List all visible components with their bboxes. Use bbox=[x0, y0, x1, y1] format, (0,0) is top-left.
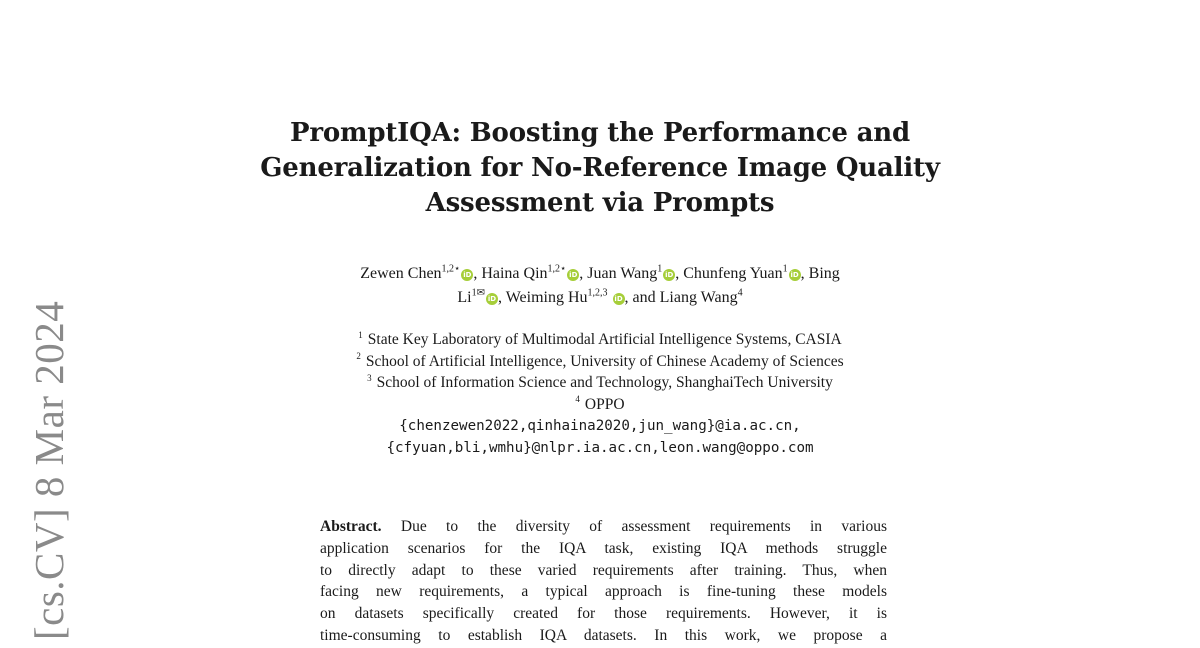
author-affil-sup: 4 bbox=[737, 287, 743, 299]
title-line: Assessment via Prompts bbox=[425, 188, 775, 218]
affiliation bbox=[260, 372, 940, 394]
author-affil-sup: 1,2⋆ bbox=[441, 263, 461, 275]
orcid-icon[interactable]: iD bbox=[569, 271, 578, 279]
author-list bbox=[260, 262, 940, 310]
author-name: Chunfeng Yuan bbox=[683, 265, 783, 282]
author-name: Weiming Hu bbox=[505, 289, 588, 306]
abstract-line: application scenarios for the IQA task, existing IQA methods struggle bbox=[320, 539, 887, 557]
affiliation-list bbox=[260, 329, 940, 415]
email-list bbox=[260, 415, 940, 459]
email-line[interactable]: {cfyuan,bli,wmhu}@nlpr.ia.ac.cn,leon.wang@oppo.com bbox=[386, 440, 814, 456]
affiliation-number: 1 bbox=[358, 329, 363, 340]
abstract-line: to directly adapt to these varied requirements after training. Thus, when bbox=[320, 561, 887, 579]
affiliation-number: 3 bbox=[367, 372, 372, 383]
author-separator: , bbox=[675, 265, 684, 282]
affiliation bbox=[260, 394, 940, 416]
author-affil-sup: 1,2⋆ bbox=[547, 263, 567, 275]
arxiv-side-stamp: [cs.CV] 8 Mar 2024 bbox=[26, 300, 72, 640]
author-separator: , bbox=[579, 265, 588, 282]
affiliation-text: School of Artificial Intelligence, University of Chinese Academy of Sciences bbox=[365, 352, 844, 370]
author-separator: , bbox=[498, 289, 506, 306]
title-line: Generalization for No-Reference Image Quality bbox=[260, 153, 940, 183]
author-name: Juan Wang bbox=[587, 265, 658, 282]
author-separator: , bbox=[473, 265, 482, 282]
author-name-first: Bing bbox=[808, 265, 840, 282]
affiliation bbox=[260, 329, 940, 351]
abstract-line bbox=[320, 516, 887, 538]
author-name-last: Li bbox=[457, 289, 472, 306]
affiliation-number: 2 bbox=[356, 351, 361, 362]
author-name: Liang Wang bbox=[659, 289, 738, 306]
author-name: Zewen Chen bbox=[360, 265, 442, 282]
orcid-icon[interactable]: iD bbox=[790, 271, 799, 279]
author-affil-sup: 1✉ bbox=[471, 287, 485, 299]
affiliation-text: OPPO bbox=[584, 395, 625, 413]
author-affil-sup: 1 bbox=[657, 263, 663, 275]
author-name: Haina Qin bbox=[481, 265, 548, 282]
abstract-line: time-consuming to establish IQA datasets. In this work, we propose a bbox=[320, 626, 887, 644]
abstract-line: on datasets specifically created for those requirements. However, it is bbox=[320, 605, 887, 623]
title-line: PromptIQA: Boosting the Performance and bbox=[290, 118, 910, 148]
abstract-label: Abstract. bbox=[320, 518, 382, 535]
affiliation-number: 4 bbox=[575, 394, 580, 405]
author-row bbox=[260, 286, 940, 310]
abstract-line: facing new requirements, a typical approach is fine-tuning these models bbox=[320, 583, 887, 601]
orcid-icon[interactable]: iD bbox=[463, 271, 472, 279]
email-line[interactable]: {chenzewen2022,qinhaina2020,jun_wang}@ia.ac.cn, bbox=[399, 418, 801, 434]
author-separator: , and bbox=[624, 289, 660, 306]
orcid-icon[interactable]: iD bbox=[665, 271, 674, 279]
author-affil-sup: 1 bbox=[782, 263, 788, 275]
affiliation bbox=[260, 351, 940, 373]
affiliation-text: School of Information Science and Technology, ShanghaiTech University bbox=[376, 374, 833, 391]
abstract-text: Due to the diversity of assessment requirements in various bbox=[400, 518, 888, 535]
author-affil-sup: 1,2,3 bbox=[587, 287, 608, 299]
abstract bbox=[320, 516, 887, 647]
orcid-icon[interactable]: iD bbox=[614, 295, 623, 303]
affiliation-text: State Key Laboratory of Multimodal Artificial Intelligence Systems, CASIA bbox=[367, 331, 842, 348]
author-separator: , bbox=[800, 265, 809, 282]
author-row bbox=[260, 262, 940, 286]
paper-title bbox=[250, 116, 950, 221]
orcid-icon[interactable]: iD bbox=[487, 295, 497, 303]
